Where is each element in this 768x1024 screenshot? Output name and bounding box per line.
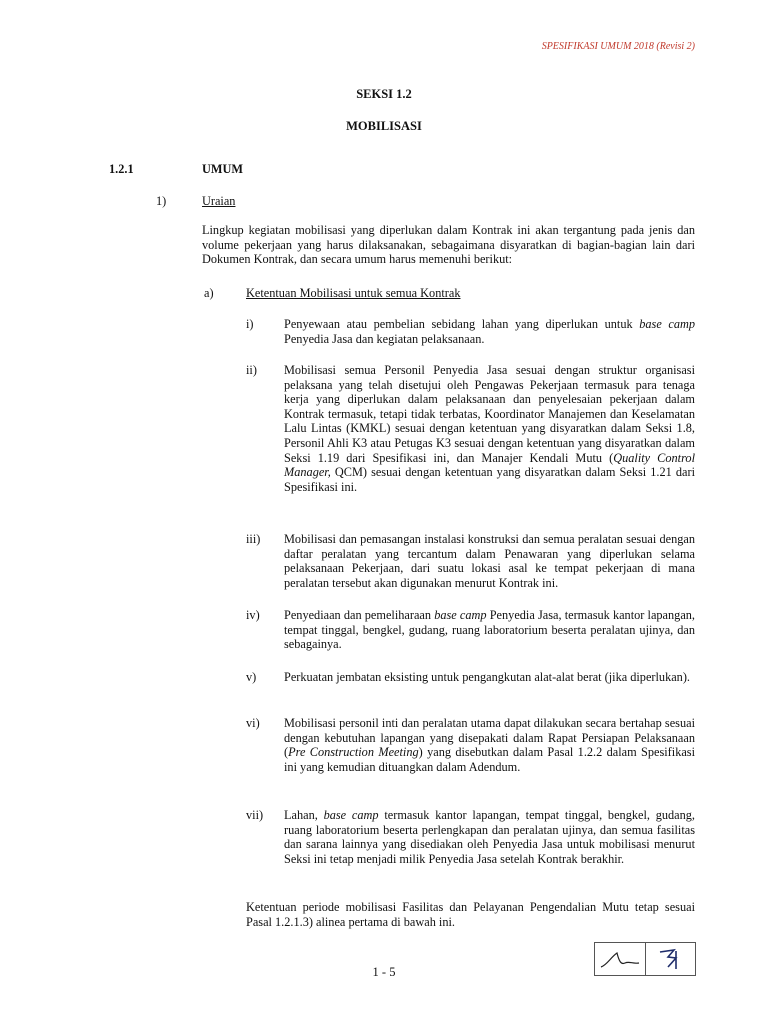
list-item-number: iv) — [246, 608, 260, 622]
text-run: Penyedia Jasa dan kegiatan pelaksanaan. — [284, 331, 485, 346]
list-item-body — [284, 608, 695, 652]
text-run: Penyediaan dan pemeliharaan — [284, 608, 435, 622]
list-item-body — [284, 317, 695, 346]
list-item-body — [284, 716, 695, 774]
list-item-number: vii) — [246, 808, 264, 822]
italic-term: Quality Control Manager, — [284, 450, 695, 480]
list-item-number: v) — [246, 670, 257, 684]
uraian-intro-paragraph: Lingkup kegiatan mobilisasi yang diperlukan dalam Kontrak ini akan tergantung pada jenis dan volume pekerjaan yang harus dilaksanakan, sebagaimana disyaratkan di bagian-bagian lain dari Dokumen Kontrak, dan secara umum harus memenuhi berikut: — [202, 223, 695, 267]
text-run: termasuk kantor lapangan, tempat tinggal, bengkel, gudang, ruang laboratorium beserta perlengkapan dan peralatan ujinya, dan semua fasilitas dan sarana lainnya yang disediakan oleh Penyedia Jasa untuk mobilisasi menurut Seksi ini tetap menjadi milik Penyedia Jasa setelah Kontrak berakhir. — [284, 808, 696, 866]
document-header-reference: SPESIFIKASI UMUM 2018 (Revisi 2) — [541, 41, 695, 52]
list-item-body — [284, 808, 695, 866]
text-run: QCM) sesuai dengan ketentuan yang disyaratkan dalam Seksi 1.21 dari Spesifikasi ini. — [284, 465, 695, 494]
initials-box — [594, 942, 696, 976]
list-item-number: vi) — [246, 716, 260, 730]
list-item-number: iii) — [246, 532, 261, 546]
italic-term: base camp — [323, 808, 379, 822]
list-item-number: i) — [246, 317, 254, 331]
list-item-body — [284, 532, 695, 590]
subsection-title: UMUM — [202, 162, 243, 176]
uraian-number: 1) — [156, 194, 167, 208]
text-run: ) yang disebutkan dalam Pasal 1.2.2 dalam Spesifikasi ini yang kemudian dituangkan dalam Adendum. — [284, 745, 696, 774]
list-item-body — [284, 363, 695, 494]
signature-initial-right — [645, 943, 696, 975]
section-heading: SEKSI 1.2 — [356, 87, 412, 101]
italic-term: base camp — [639, 317, 695, 331]
list-item-number: ii) — [246, 363, 257, 377]
italic-term: base camp — [434, 608, 487, 622]
clause-a-label: a) — [204, 286, 214, 300]
clause-a-closing-paragraph: Ketentuan periode mobilisasi Fasilitas dan Pelayanan Pengendalian Mutu tetap sesuai Pasal 1.2.1.3) alinea pertama di bawah ini. — [246, 900, 695, 929]
text-run: Lahan, — [284, 808, 324, 822]
uraian-title: Uraian — [202, 194, 236, 208]
text-run: Penyewaan atau pembelian sebidang lahan yang diperlukan untuk — [284, 317, 640, 331]
text-run: Perkuatan jembatan eksisting untuk pengangkutan alat-alat berat (jika diperlukan). — [284, 670, 691, 684]
text-run: Mobilisasi personil inti dan peralatan utama dapat dilakukan secara bertahap sesuai dengan kebutuhan lapangan yang disepakati dalam Rapat Persiapan Pelaksanaan ( — [284, 716, 695, 760]
text-run: Penyedia Jasa, termasuk kantor lapangan, tempat tinggal, bengkel, gudang, ruang laboratorium beserta peralatan ujinya, dan sebagainya. — [284, 608, 695, 652]
italic-term: Pre Construction Meeting — [288, 745, 419, 760]
text-run: Mobilisasi semua Personil Penyedia Jasa sesuai dengan struktur organisasi pelaksana yang telah disetujui oleh Pengawas Pekerjaan termasuk para tenaga kerja yang diperlukan dalam pelaksanaan dan penyelesaian pekerjaan dalam Kontrak termasuk, tetapi tidak terbatas, Koordinator Manajemen dan Keselamatan Lalu Lintas (KMKL) sesuai dengan ketentuan yang disyaratkan dalam Seksi 1.8, Personil Ahli K3 atau Petugas K3 sesuai dengan ketentuan yang disyaratkan dalam Seksi 1.19 dari Spesifikasi ini, dan Manajer Kendali Mutu ( — [284, 363, 695, 465]
clause-a-title: Ketentuan Mobilisasi untuk semua Kontrak — [246, 286, 461, 300]
list-item-body — [284, 670, 695, 685]
section-title: MOBILISASI — [346, 119, 422, 133]
subsection-number: 1.2.1 — [109, 162, 134, 176]
text-run: Mobilisasi dan pemasangan instalasi konstruksi dan semua peralatan sesuai dengan daftar peralatan yang tercantum dalam Penawaran yang diperlukan selama pelaksanaan Pekerjaan, dari suatu lokasi asal ke tempat pekerjaan di mana peralatan tersebut akan digunakan menurut Kontrak ini. — [284, 532, 695, 590]
signature-initial-left — [595, 943, 645, 975]
page-number: 1 - 5 — [372, 965, 396, 979]
